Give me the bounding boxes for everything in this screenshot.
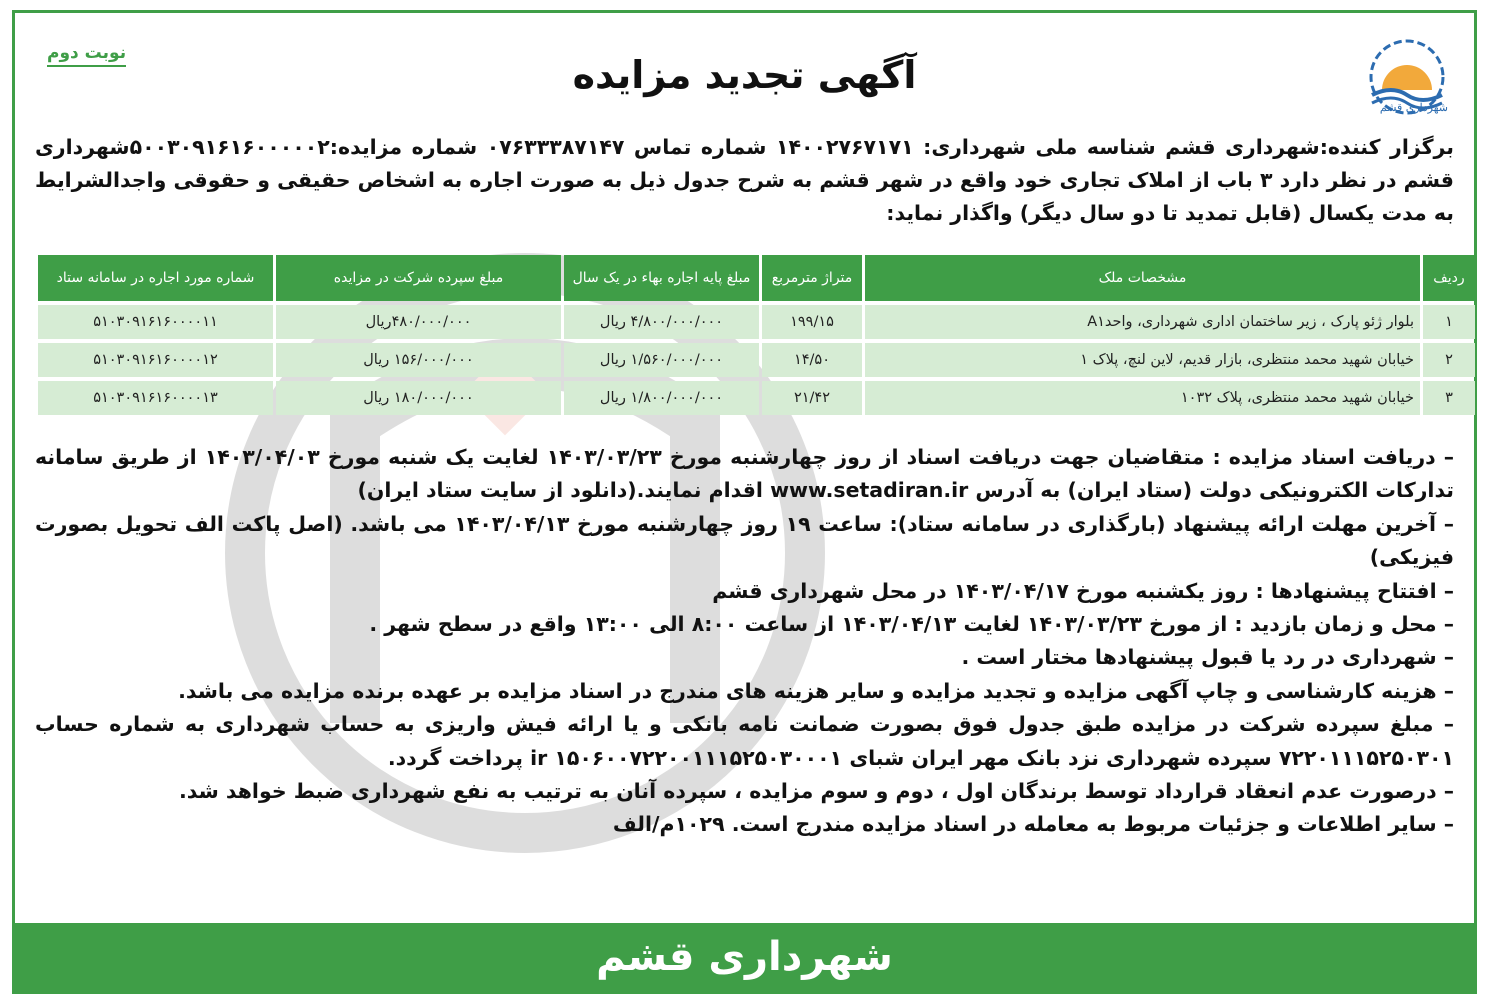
header-area: متراژ مترمربع bbox=[762, 255, 862, 301]
cell-property: خیابان شهید محمد منتظری، بازار قدیم، لاین لنچ، پلاک ۱ bbox=[865, 343, 1420, 377]
cell-base-rent: ۱/۸۰۰/۰۰۰/۰۰۰ ریال bbox=[564, 381, 759, 415]
cell-deposit: ۱۵۶/۰۰۰/۰۰۰ ریال bbox=[276, 343, 561, 377]
header-row-number: ردیف bbox=[1423, 255, 1475, 301]
cell-property: بلوار ژئو پارک ، زیر ساختمان اداری شهرداری، واحدA۱ bbox=[865, 305, 1420, 339]
table-row bbox=[38, 305, 1475, 339]
cell-row-number: ۲ bbox=[1423, 343, 1475, 377]
header-base-rent: مبلغ پایه اجاره بهاء در یک سال bbox=[564, 255, 759, 301]
property-table bbox=[35, 251, 1478, 419]
term-document-receipt: – دریافت اسناد مزایده : متقاضیان جهت دریافت اسناد از روز چهارشنبه مورخ ۱۴۰۳/۰۳/۲۳ لغایت یک شنبه مورخ ۱۴۰۳/۰۴/۰۳ از طریق سامانه تدارکات الکترونیکی دولت (ستاد ایران) به آدرس www.setadiran.ir اقدام نمایند.(دانلود از سایت ستاد ایران) bbox=[35, 441, 1454, 508]
cell-row-number: ۱ bbox=[1423, 305, 1475, 339]
term-deadline: – آخرین مهلت ارائه پیشنهاد (بارگذاری در سامانه ستاد): ساعت ۱۹ روز چهارشنبه مورخ ۱۴۰۳/۰۴/۱۳ می باشد. (اصل پاکت الف تحویل بصورت فیزیکی) bbox=[35, 508, 1454, 575]
term-costs: – هزینه کارشناسی و چاپ آگهی مزایده و تجدید مزایده و سایر هزینه های مندرج در اسناد مزایده بر عهده برنده مزایده می باشد. bbox=[35, 675, 1454, 708]
cell-base-rent: ۱/۵۶۰/۰۰۰/۰۰۰ ریال bbox=[564, 343, 759, 377]
term-rejection-right: – شهرداری در رد یا قبول پیشنهادها مختار است . bbox=[35, 641, 1454, 674]
footer-title: شهرداری قشم bbox=[596, 934, 893, 980]
logo-caption: شهرداری قشم bbox=[1379, 101, 1448, 114]
cell-area: ۱۴/۵۰ bbox=[762, 343, 862, 377]
cell-area: ۱۹۹/۱۵ bbox=[762, 305, 862, 339]
term-other-info: – سایر اطلاعات و جزئیات مربوط به معامله در اسناد مزایده مندرج است. ۱۰۲۹م/الف bbox=[35, 808, 1454, 841]
intro-paragraph: برگزار کننده:شهرداری قشم شناسه ملی شهرداری: ۱۴۰۰۲۷۶۷۱۷۱ شماره تماس ۰۷۶۳۳۳۸۷۱۴۷ شماره مزایده:۵۰۰۳۰۹۱۶۱۶۰۰۰۰۰۲شهرداری قشم در نظر دارد ۳ باب از املاک تجاری خود واقع در شهر قشم به شرح جدول ذیل به صورت اجاره به اشخاص حقیقی و حقوقی واجدالشرایط به مدت یکسال (قابل تمدید تا دو سال دیگر) واگذار نماید: bbox=[35, 135, 1454, 225]
cell-base-rent: ۴/۸۰۰/۰۰۰/۰۰۰ ریال bbox=[564, 305, 759, 339]
cell-deposit: ۴۸۰/۰۰۰/۰۰۰ریال bbox=[276, 305, 561, 339]
cell-setad-number: ۵۱۰۳۰۹۱۶۱۶۰۰۰۰۱۲ bbox=[38, 343, 273, 377]
term-deposit-payment: – مبلغ سپرده شرکت در مزایده طبق جدول فوق بصورت ضمانت نامه بانکی و یا ارائه فیش واریزی به حساب شهرداری به شماره حساب ۷۲۲۰۱۱۱۵۲۵۰۳۰۱ سپرده شهرداری نزد بانک مهر ایران شبای ir ۱۵۰۶۰۰۷۲۲۰۰۱۱۱۵۲۵۰۳۰۰۰۱ پرداخت گردد. bbox=[35, 708, 1454, 775]
notice-headline: آگهی تجدید مزایده bbox=[572, 53, 917, 97]
table-row bbox=[38, 343, 1475, 377]
term-forfeiture: – درصورت عدم انعقاد قرارداد توسط برندگان اول ، دوم و سوم مزایده ، سپرده آنان به ترتیب به نفع شهرداری ضبط خواهد شد. bbox=[35, 775, 1454, 808]
header-deposit: مبلغ سپرده شرکت در مزایده bbox=[276, 255, 561, 301]
terms-list bbox=[35, 441, 1454, 842]
footer-bar bbox=[15, 923, 1474, 991]
cell-row-number: ۳ bbox=[1423, 381, 1475, 415]
cell-property: خیابان شهید محمد منتظری، پلاک ۱۰۳۲ bbox=[865, 381, 1420, 415]
header-property: مشخصات ملک bbox=[865, 255, 1420, 301]
header-setad-number: شماره مورد اجاره در سامانه ستاد bbox=[38, 255, 273, 301]
term-visit: – محل و زمان بازدید : از مورخ ۱۴۰۳/۰۳/۲۳ لغایت ۱۴۰۳/۰۴/۱۳ از ساعت ۸:۰۰ الی ۱۳:۰۰ واقع در سطح شهر . bbox=[35, 608, 1454, 641]
term-opening: – افتتاح پیشنهادها : روز یکشنبه مورخ ۱۴۰۳/۰۴/۱۷ در محل شهرداری قشم bbox=[35, 575, 1454, 608]
round-badge: نوبت دوم bbox=[47, 43, 126, 67]
cell-area: ۲۱/۴۲ bbox=[762, 381, 862, 415]
table-row bbox=[38, 381, 1475, 415]
notice-frame bbox=[12, 10, 1477, 994]
cell-deposit: ۱۸۰/۰۰۰/۰۰۰ ریال bbox=[276, 381, 561, 415]
cell-setad-number: ۵۱۰۳۰۹۱۶۱۶۰۰۰۰۱۱ bbox=[38, 305, 273, 339]
table-header-row bbox=[38, 255, 1475, 301]
cell-setad-number: ۵۱۰۳۰۹۱۶۱۶۰۰۰۰۱۳ bbox=[38, 381, 273, 415]
